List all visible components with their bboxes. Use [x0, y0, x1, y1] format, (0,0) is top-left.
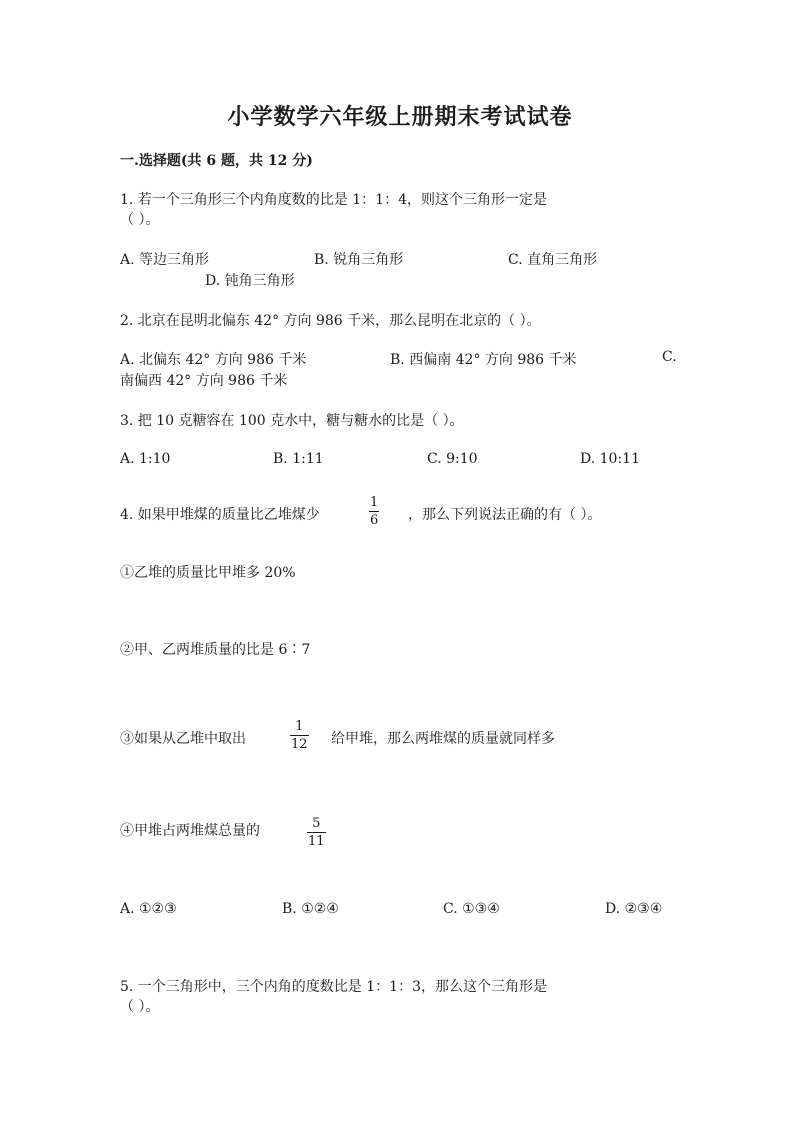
fraction-denominator: 12	[291, 737, 308, 752]
fraction-denominator: 11	[308, 834, 325, 849]
question-4-option-c[interactable]: C. ①③④	[443, 901, 500, 917]
question-4-text-end: ，那么下列说法正确的有（ ）。	[408, 507, 602, 523]
question-4-option-d[interactable]: D. ②③④	[605, 901, 663, 917]
question-3-option-d[interactable]: D. 10:11	[580, 451, 640, 467]
question-1-option-c[interactable]: C. 直角三角形	[508, 252, 598, 268]
question-4-statement-4: ④甲堆占两堆煤总量的	[120, 823, 260, 839]
question-4-text-start: 4. 如果甲堆煤的质量比乙堆煤少	[120, 507, 320, 523]
question-1-blank: （ ）。	[120, 212, 160, 228]
fraction-bar	[369, 511, 379, 512]
question-4-option-b[interactable]: B. ①②④	[282, 901, 339, 917]
statement-4-fraction	[307, 816, 326, 849]
question-3-option-b[interactable]: B. 1:11	[273, 451, 324, 467]
question-3-option-c[interactable]: C. 9:10	[427, 451, 478, 467]
question-4-statement-1: ①乙堆的质量比甲堆多 20%	[120, 565, 296, 581]
fraction-numerator: 5	[312, 816, 321, 831]
question-4-statement-3-start: ③如果从乙堆中取出	[120, 731, 246, 747]
fraction-denominator: 6	[370, 513, 379, 528]
question-1-option-d[interactable]: D. 钝角三角形	[205, 273, 295, 289]
question-5-blank: （ ）。	[120, 999, 160, 1015]
question-4-fraction	[369, 495, 379, 528]
question-2-text: 2. 北京在昆明北偏东 42° 方向 986 千米，那么昆明在北京的（ ）。	[120, 313, 541, 329]
fraction-bar	[290, 735, 309, 736]
question-4-option-a[interactable]: A. ①②③	[120, 901, 177, 917]
statement-3-fraction	[290, 719, 309, 752]
fraction-numerator: 1	[295, 719, 304, 734]
question-2-option-b[interactable]: B. 西偏南 42° 方向 986 千米	[390, 352, 577, 368]
question-2-option-c-text[interactable]: 南偏西 42° 方向 986 千米	[120, 373, 288, 389]
question-5-text: 5. 一个三角形中，三个内角的度数比是 1：1：3，那么这个三角形是	[120, 979, 547, 995]
fraction-bar	[307, 832, 326, 833]
question-2-option-a[interactable]: A. 北偏东 42° 方向 986 千米	[120, 352, 307, 368]
question-1-option-b[interactable]: B. 锐角三角形	[314, 252, 404, 268]
question-4-statement-3-end: 给甲堆，那么两堆煤的质量就同样多	[331, 731, 555, 747]
fraction-numerator: 1	[370, 495, 379, 510]
question-3-option-a[interactable]: A. 1:10	[120, 451, 171, 467]
question-1-option-a[interactable]: A. 等边三角形	[120, 252, 210, 268]
question-3-text: 3. 把 10 克糖容在 100 克水中，糖与糖水的比是（ ）。	[120, 413, 464, 429]
section-heading: 一.选择题(共 6 题，共 12 分)	[120, 153, 313, 169]
question-1-text: 1. 若一个三角形三个内角度数的比是 1：1：4，则这个三角形一定是	[120, 192, 547, 208]
page-title: 小学数学六年级上册期末考试试卷	[227, 104, 573, 130]
question-4-statement-2: ②甲、乙两堆质量的比是 6∶7	[120, 642, 311, 658]
question-2-option-c-label[interactable]: C.	[662, 349, 677, 365]
